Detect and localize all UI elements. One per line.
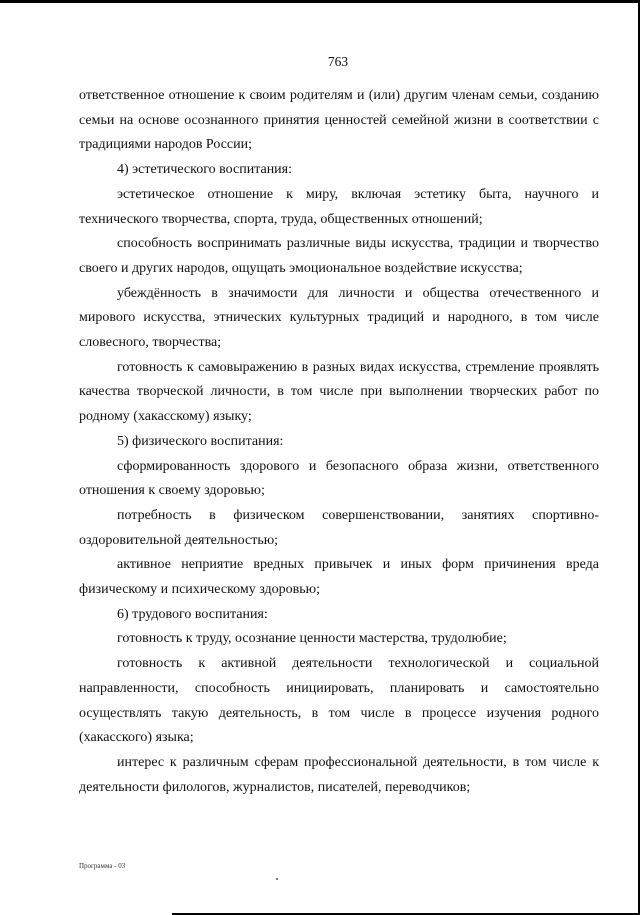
section-heading: 5) физического воспитания:: [117, 433, 284, 449]
paragraph: способность воспринимать различные виды искусства, традиции и творчество своего и других народов, ощущать эмоциональное воздействие искусства;: [79, 236, 599, 276]
paragraph: потребность в физическом совершенствовании, занятиях спортивно-оздоровительной деятельностью;: [79, 507, 599, 548]
section-heading: 4) эстетического воспитания:: [117, 162, 293, 178]
paragraph: эстетическое отношение к миру, включая эстетику быта, научного и технического творчества, спорта, труда, общественных отношений;: [79, 186, 599, 227]
scan-speck: [276, 878, 278, 880]
paragraph: готовность к активной деятельности технологической и социальной направленности, способность инициировать, планировать и самостоятельно осуществлять такую деятельность, в том числе в процессе изучения родного (хакасского) языка;: [79, 656, 599, 746]
document-body: [79, 84, 599, 800]
paragraph: активное неприятие вредных привычек и иных форм причинения вреда физическому и психическому здоровью;: [79, 557, 599, 598]
paragraph: готовность к самовыражению в разных видах искусства, стремление проявлять качества творческой личности, в том числе при выполнении творческих работ по родному (хакасскому) языку;: [79, 359, 599, 425]
section-heading: 6) трудового воспитания:: [117, 606, 268, 622]
paragraph: убеждённость в значимости для личности и общества отечественного и мирового искусства, этнических культурных традиций и народного, в том числе словесного, творчества;: [79, 285, 599, 351]
paragraph: интерес к различным сферам профессиональной деятельности, в том числе к деятельности филологов, журналистов, писателей, переводчиков;: [79, 754, 599, 795]
page-number: 763: [327, 54, 349, 69]
paragraph: готовность к труду, осознание ценности мастерства, трудолюбие;: [117, 631, 507, 647]
paragraph: ответственное отношение к своим родителям и (или) другим членам семьи, созданию семьи на основе осознанного принятия ценностей семейной жизни в соответствии с традициями народов России;: [79, 88, 599, 153]
paragraph: сформированность здорового и безопасного образа жизни, ответственного отношения к своему здоровью;: [79, 458, 599, 499]
scan-border-top: [0, 0, 638, 3]
footer-label: Программа - 03: [79, 862, 126, 870]
